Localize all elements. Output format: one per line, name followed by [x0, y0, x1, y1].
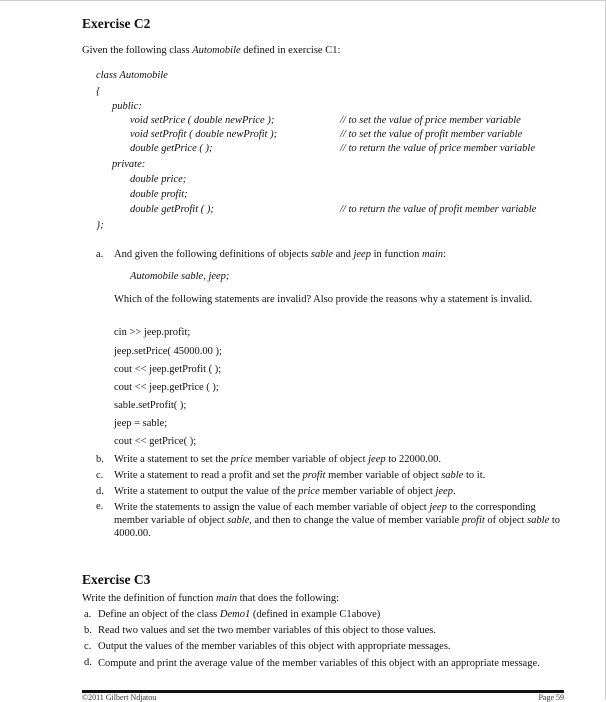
c3-item-a-text: [98, 609, 380, 620]
item-c-t1: Write a statement to read a profit and set the: [114, 470, 303, 481]
c3-item-a-t2: Demo1: [219, 609, 251, 620]
item-a-question: Which of the following statements are invalid? Also provide the reasons why a statement is invalid.: [114, 294, 533, 305]
item-e-t6: profit: [461, 515, 485, 526]
item-b-t3: member variable of object: [252, 454, 369, 465]
item-e-t9: to 4000.00.: [114, 515, 561, 539]
c3-item-d-text: Compute and print the average value of the member variables of this object with an appropriate message.: [98, 658, 540, 669]
item-d-text: [114, 486, 456, 497]
item-d-t4: jeep: [435, 486, 453, 497]
statement-7: cout << getPrice( );: [114, 436, 197, 447]
code-method-setprice: void setPrice ( double newPrice );: [130, 115, 275, 126]
item-a-main: main: [422, 249, 443, 260]
item-d-marker: d.: [96, 486, 104, 497]
item-a-end: :: [443, 249, 446, 260]
page-border-top: [0, 0, 606, 1]
c3-item-c-text: Output the values of the member variables of this object with appropriate messages.: [98, 641, 451, 652]
item-e-t1: Write the statements to assign the value of each member variable of object: [114, 502, 430, 513]
item-c-t2: profit: [302, 470, 326, 481]
exercise-c3-title: Exercise C3: [82, 572, 151, 587]
item-e-t7: of object: [484, 515, 528, 526]
item-d-t1: Write a statement to output the value of the: [114, 486, 299, 497]
item-c-t3: member variable of object: [325, 470, 442, 481]
comment-setprice: // to set the value of price member variable: [340, 115, 521, 126]
item-b-marker: b.: [96, 454, 104, 465]
item-a-and: and: [333, 249, 354, 260]
item-a-text: [114, 249, 446, 260]
item-a-in: in function: [370, 249, 422, 260]
statement-1: cin >> jeep.profit;: [114, 327, 191, 338]
item-c-t5: to it.: [463, 470, 486, 481]
c2-intro-rest: defined in exercise C1:: [240, 45, 341, 56]
code-close-brace: };: [96, 220, 104, 231]
code-method-getprice: double getPrice ( );: [130, 143, 213, 154]
item-e-t8: sable: [527, 515, 550, 526]
comment-setprofit: // to set the value of profit member variable: [340, 129, 523, 140]
c2-intro-class: Automobile: [192, 45, 241, 56]
code-method-setprofit: void setProfit ( double newProfit );: [130, 129, 278, 140]
c3-item-c-marker: c.: [84, 641, 92, 652]
item-b-t2: price: [230, 454, 253, 465]
c3-item-a-t1: Define an object of the class: [98, 609, 220, 620]
item-e-text: [114, 501, 564, 540]
c3-item-b-marker: b.: [84, 625, 92, 636]
code-member-profit: double profit;: [130, 189, 188, 200]
item-c-marker: c.: [96, 470, 104, 481]
code-public: public:: [112, 101, 142, 112]
item-b-t5: to 22000.00.: [385, 454, 442, 465]
item-b-t4: jeep: [368, 454, 386, 465]
c3-item-b-text: Read two values and set the two member variables of this object to those values.: [98, 625, 436, 636]
statement-4: cout << jeep.getPrice ( );: [114, 382, 219, 393]
code-open-brace: {: [96, 86, 101, 97]
statement-3: cout << jeep.getProfit ( );: [114, 364, 222, 375]
c2-intro-text: Given the following class: [82, 45, 193, 56]
footer-page-number: Page 59: [538, 693, 564, 702]
item-a-sable: sable: [310, 249, 334, 260]
item-d-t5: .: [452, 486, 456, 497]
item-e-t3: to the corresponding member variable of object: [114, 502, 536, 526]
comment-getprice: // to return the value of price member variable: [340, 143, 535, 154]
c3-intro: [82, 593, 339, 604]
code-class-line: class Automobile: [96, 70, 168, 81]
c3-intro-pre: Write the definition of function: [82, 593, 216, 604]
item-a-text-pre: And given the following definitions of objects: [114, 249, 311, 260]
c3-intro-post: that does the following:: [237, 593, 340, 604]
footer-copyright: ©2011 Gilbert Ndjatou: [82, 693, 157, 702]
item-c-t4: sable: [441, 470, 464, 481]
statement-2: jeep.setPrice( 45000.00 );: [114, 346, 222, 357]
statement-5: sable.setProfit( );: [114, 400, 187, 411]
item-d-t3: member variable of object: [319, 486, 436, 497]
c3-intro-main: main: [216, 593, 237, 604]
code-method-getprofit: double getProfit ( );: [130, 204, 214, 215]
item-e-t5: , and then to change the value of member variable: [249, 515, 462, 526]
item-e-t2: jeep: [429, 502, 447, 513]
c2-intro: [82, 45, 340, 56]
statement-6: jeep = sable;: [114, 418, 168, 429]
item-a-jeep: jeep: [353, 249, 371, 260]
code-member-price: double price;: [130, 174, 187, 185]
object-declaration: Automobile sable, jeep;: [130, 271, 230, 282]
c3-item-a-t3: (defined in example C1above): [250, 609, 381, 620]
item-b-text: [114, 454, 441, 465]
c3-item-a-marker: a.: [84, 609, 92, 620]
exercise-c2-title: Exercise C2: [82, 16, 151, 31]
item-d-t2: price: [298, 486, 320, 497]
comment-getprofit: // to return the value of profit member variable: [340, 204, 537, 215]
item-e-marker: e.: [96, 501, 104, 512]
item-c-text: [114, 470, 485, 481]
c3-item-d-marker: d.: [84, 657, 92, 668]
item-b-t1: Write a statement to set the: [114, 454, 231, 465]
code-private: private:: [112, 159, 146, 170]
item-a-marker: a.: [96, 249, 104, 260]
item-e-t4: sable: [227, 515, 250, 526]
